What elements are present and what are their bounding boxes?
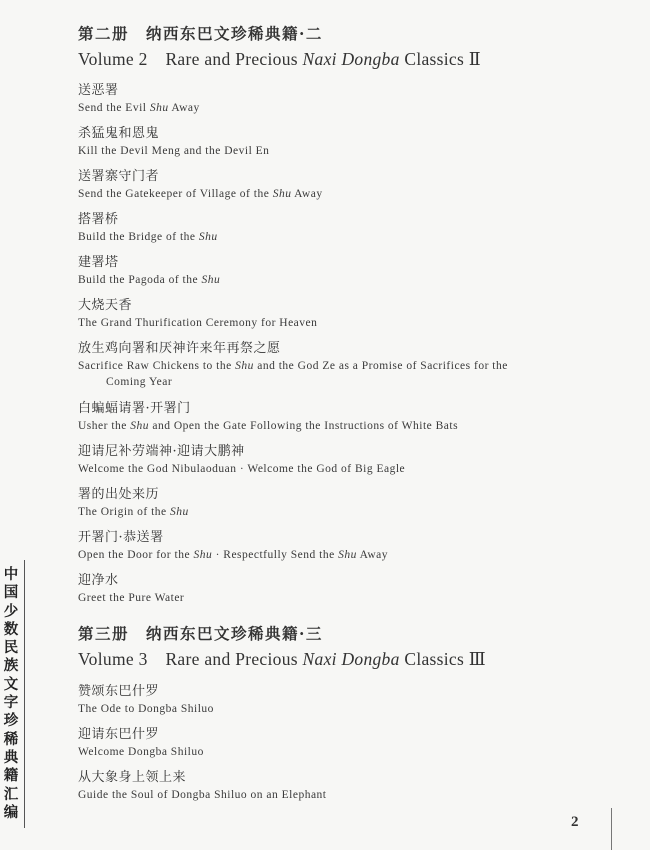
side-title-char: 珍 (3, 712, 19, 730)
side-title-char: 籍 (3, 767, 19, 785)
entry-title-en: Kill the Devil Meng and the Devil En (78, 145, 270, 157)
entry-title-en-continued: Coming Year (106, 376, 173, 388)
list-item (78, 683, 598, 717)
entry-title-cn: 开署门·恭送署 (78, 530, 164, 545)
side-title-char: 中 (3, 566, 19, 583)
side-title-char: 文 (3, 675, 19, 693)
entry-title-en: Open the Door for the Shu · Respectfully Send the Shu Away (78, 549, 388, 561)
entry-title-en: Build the Bridge of the Shu (78, 231, 218, 243)
side-title-char: 民 (3, 639, 19, 657)
list-item (78, 297, 598, 331)
list-item (78, 726, 598, 760)
volume-3-title-cn: 第三册 纳西东巴文珍稀典籍·三 (78, 624, 323, 643)
entry-title-cn: 送恶署 (78, 83, 119, 98)
side-title-char: 典 (3, 748, 19, 766)
list-item (78, 82, 598, 116)
side-book-title (0, 560, 25, 828)
side-title-char: 编 (3, 803, 19, 821)
entry-title-en: Send the Evil Shu Away (78, 102, 200, 114)
entry-title-cn: 杀猛鬼和恩鬼 (78, 126, 160, 141)
entry-title-cn: 大烧天香 (78, 298, 133, 313)
side-title-char: 数 (3, 620, 19, 638)
list-item (78, 168, 598, 202)
list-item (78, 400, 608, 434)
volume-2-title-en: Volume 2 Rare and Precious Naxi Dongba Classics Ⅱ (78, 49, 481, 69)
entry-title-cn: 赞颂东巴什罗 (78, 684, 160, 699)
entry-title-cn: 署的出处来历 (78, 487, 160, 502)
list-item (78, 125, 598, 159)
side-title-char: 汇 (3, 785, 19, 803)
entry-title-en: Welcome Dongba Shiluo (78, 746, 204, 758)
entry-title-en: Guide the Soul of Dongba Shiluo on an Elephant (78, 789, 327, 801)
entry-title-en: Greet the Pure Water (78, 592, 185, 604)
entry-title-en: The Origin of the Shu (78, 506, 189, 518)
entry-title-en: The Ode to Dongba Shiluo (78, 703, 214, 715)
side-title-char: 国 (3, 584, 19, 602)
volume-3-heading (78, 622, 486, 671)
entry-title-en: The Grand Thurification Ceremony for Heaven (78, 317, 318, 329)
entry-title-cn: 搭署桥 (78, 212, 119, 227)
list-item (78, 529, 598, 563)
entry-title-en: Send the Gatekeeper of Village of the Shu Away (78, 188, 323, 200)
entry-title-cn: 放生鸡向署和厌神许来年再祭之愿 (78, 341, 281, 356)
entry-title-en: Sacrifice Raw Chickens to the Shu and the God Ze as a Promise of Sacrifices for the (78, 360, 508, 372)
side-title-char: 少 (3, 602, 19, 620)
entry-title-en: Build the Pagoda of the Shu (78, 274, 221, 286)
margin-rule (611, 808, 612, 850)
entry-title-cn: 迎请尼补劳端神·迎请大鹏神 (78, 444, 245, 459)
volume-2-title-cn: 第二册 纳西东巴文珍稀典籍·二 (78, 24, 323, 43)
list-item (78, 443, 598, 477)
list-item (78, 572, 598, 606)
list-item (78, 486, 598, 520)
entry-title-en: Welcome the God Nibulaoduan · Welcome the God of Big Eagle (78, 463, 406, 475)
page-number: 2 (571, 814, 579, 830)
entry-title-cn: 建署塔 (78, 255, 119, 270)
list-item (78, 254, 598, 288)
side-title-char: 族 (3, 657, 19, 675)
volume-2-heading (78, 22, 481, 71)
list-item (78, 340, 608, 390)
side-title-char: 字 (3, 694, 19, 712)
entry-title-cn: 送署寨守门者 (78, 169, 160, 184)
side-title-char: 稀 (3, 730, 19, 748)
volume-3-title-en: Volume 3 Rare and Precious Naxi Dongba Classics Ⅲ (78, 649, 486, 669)
entry-title-en: Usher the Shu and Open the Gate Following the Instructions of White Bats (78, 420, 459, 432)
entry-title-cn: 从大象身上领上来 (78, 770, 187, 785)
list-item (78, 769, 598, 803)
entry-title-cn: 迎请东巴什罗 (78, 727, 160, 742)
entry-title-cn: 迎净水 (78, 573, 119, 588)
entry-title-cn: 白蝙蝠请署·开署门 (78, 401, 191, 416)
list-item (78, 211, 598, 245)
